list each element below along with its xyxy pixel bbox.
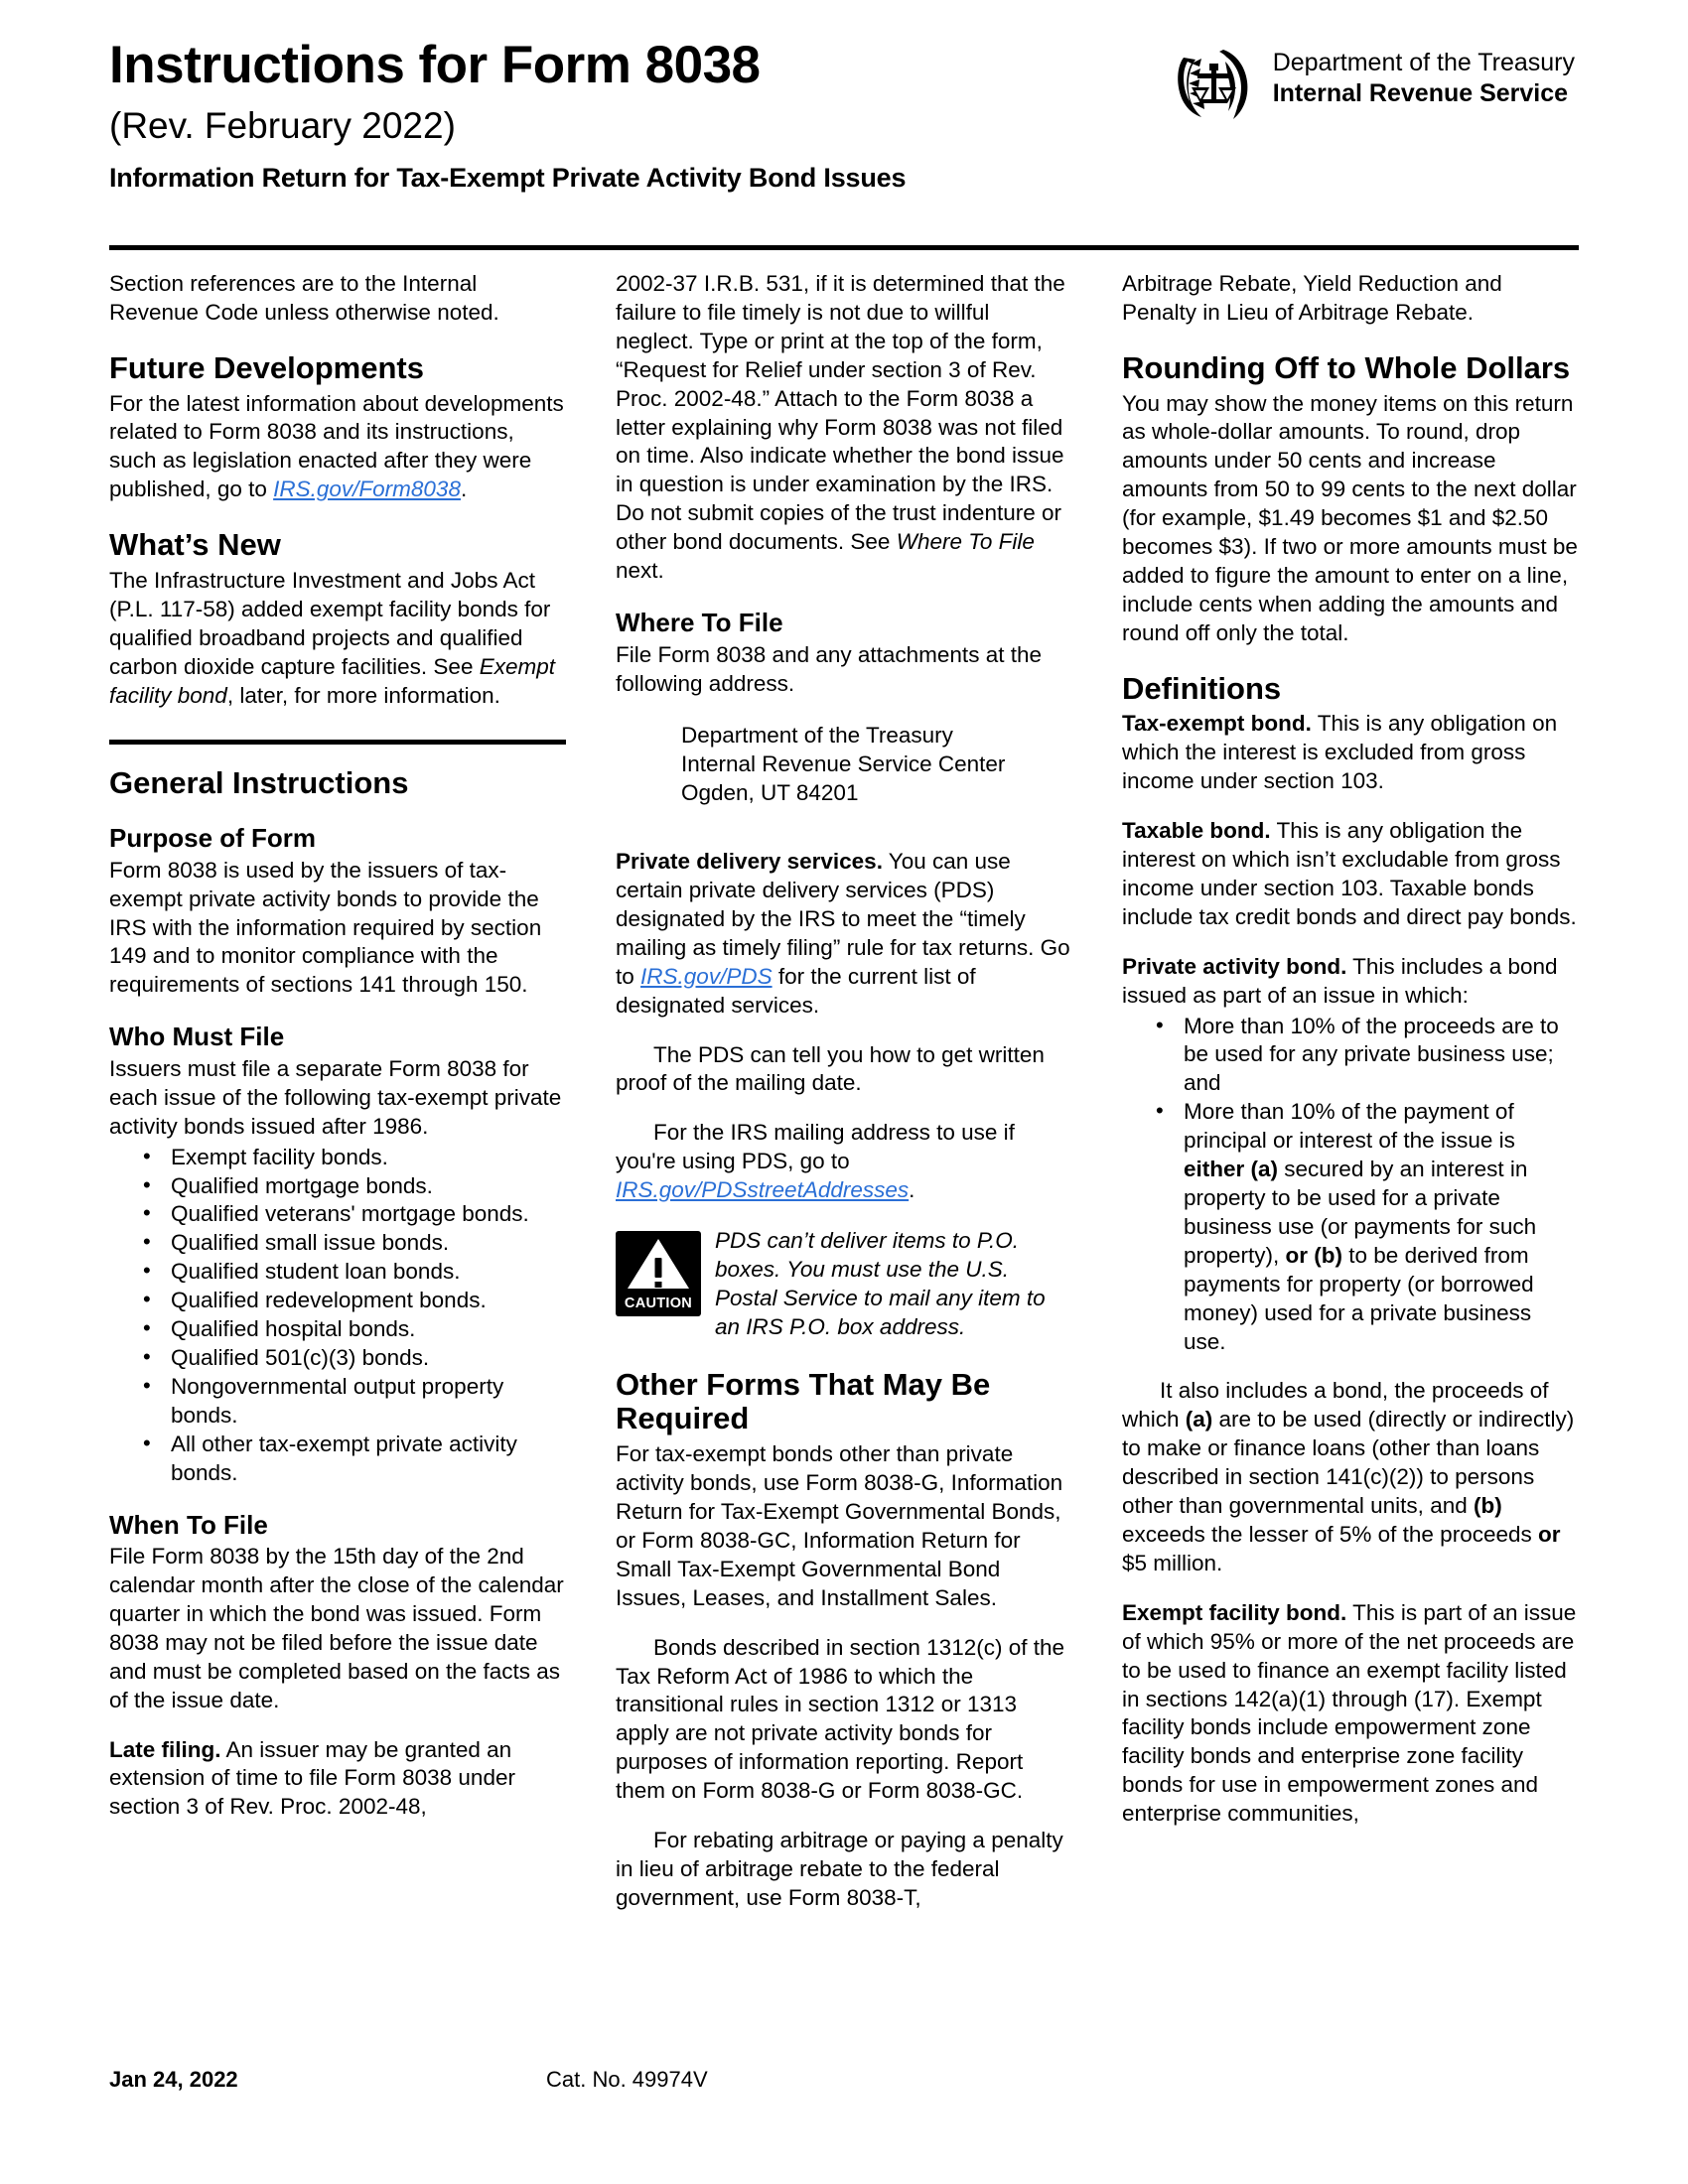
- whats-new-italic-ref: Exempt facility bond: [109, 653, 555, 708]
- where-to-file-intro: File Form 8038 and any attachments at the following address.: [616, 641, 1042, 696]
- taxable-bond-text: This is any obligation the interest on which isn’t excludable from gross income under section 103. Taxable bonds include tax credit bonds and direct pay bonds.: [1122, 818, 1577, 929]
- whats-new-part1: The Infrastructure Investment and Jobs Act (P.L. 117-58) added exempt facility bonds for qualified broadband projects and qualified carbon dioxide capture facilities. See: [109, 567, 551, 679]
- footer-date: Jan 24, 2022: [109, 2067, 238, 2092]
- list-item: • Qualified redevelopment bonds.: [141, 1287, 566, 1315]
- late-filing-label: Late filing.: [109, 1736, 221, 1762]
- document-footer: [109, 2067, 1579, 2093]
- pds-address-tail: .: [909, 1177, 915, 1203]
- private-delivery-paragraph: [616, 848, 1072, 1020]
- late-filing-continued: [616, 270, 1072, 586]
- private-delivery-lead: You can use certain private delivery services (PDS) designated by the IRS to meet the “timely mailing as timely filing” rule for tax returns. Go to: [616, 849, 1070, 989]
- definition-taxable-bond: [1122, 817, 1579, 932]
- private-activity-bond-text: This includes a bond issued as part of an issue in which:: [1122, 953, 1558, 1008]
- heading-where-to-file: Where To File: [616, 607, 783, 637]
- heading-other-forms: Other Forms That May Be Required: [616, 1366, 991, 1436]
- bullet2-part3: to be derived from payments for property (or borrowed money) used for a private business use.: [1184, 1242, 1534, 1354]
- definition-private-activity-bond: [1122, 953, 1579, 1011]
- caution-icon-label: CAUTION: [624, 1296, 693, 1312]
- pds-address-paragraph: [616, 1119, 1072, 1205]
- bullet2-part1: More than 10% of the payment of principal or interest of the issue is: [1184, 1099, 1515, 1154]
- irs-seal-icon: [1172, 42, 1257, 132]
- general-instructions-divider: [109, 740, 566, 745]
- caution-exclamation-bar: [655, 1258, 662, 1278]
- purpose-of-form-text: Form 8038 is used by the issuers of tax-exempt private activity bonds to provide the IRS with the information required by section 149 and to monitor compliance with the requirements of sections 141 through 150.: [109, 857, 542, 998]
- pds-address-lead: For the IRS mailing address to use if you're using PDS, go to: [616, 1120, 1015, 1174]
- late-filing-text: An issuer may be granted an extension of time to file Form 8038 under section 3 of Rev. Proc. 2002-48,: [109, 1736, 515, 1820]
- form-8038t-continued: Arbitrage Rebate, Yield Reduction and Penalty in Lieu of Arbitrage Rebate.: [1122, 271, 1502, 325]
- list-item: • More than 10% of the proceeds are to be used for any private business use; and: [1154, 1013, 1579, 1099]
- caution-exclamation-dot: [655, 1282, 662, 1288]
- definition-tax-exempt-bond: [1122, 710, 1579, 796]
- private-activity-bond-bullets: [1122, 1013, 1579, 1357]
- future-developments-tail: .: [460, 477, 468, 502]
- also-includes-bold-b: (b): [1473, 1493, 1502, 1519]
- caution-text: PDS can’t deliver items to P.O. boxes. You must use the U.S. Postal Service to mail any item to an IRS P.O. box address.: [715, 1228, 1046, 1339]
- document-subtitle: Information Return for Tax-Exempt Private Activity Bond Issues: [109, 162, 907, 193]
- other-forms-paragraph-1: For tax-exempt bonds other than private activity bonds, use Form 8038-G, Information Return for Tax-Exempt Governmental Bonds, or Form 8038-GC, Information Return for Small Tax-Exempt Governmental Bond Issues, Leases, and Installment Sales.: [616, 1441, 1063, 1610]
- also-includes-bold-a: (a): [1185, 1407, 1213, 1433]
- header-divider: [109, 245, 1579, 250]
- list-item: • Nongovernmental output property bonds.: [141, 1373, 566, 1431]
- taxable-bond-label: Taxable bond.: [1122, 818, 1271, 844]
- also-includes-bold-or: or: [1538, 1521, 1561, 1547]
- who-must-file-bullet-list: [109, 1144, 566, 1488]
- irs-pds-street-addresses-link[interactable]: IRS.gov/PDSstreetAddresses: [616, 1177, 910, 1203]
- also-includes-part1: It also includes a bond, the proceeds of which: [1122, 1378, 1549, 1433]
- heading-general-instructions: General Instructions: [109, 765, 409, 801]
- list-item: [1154, 1098, 1579, 1356]
- revision-date: (Rev. February 2022): [109, 105, 456, 147]
- filing-address-block: [616, 722, 1072, 808]
- caution-callout: [616, 1227, 1072, 1342]
- other-forms-paragraph-3: For rebating arbitrage or paying a penalty in lieu of arbitrage rebate to the federal government, use Form 8038-T,: [616, 1828, 1063, 1910]
- heading-definitions: Definitions: [1122, 670, 1282, 706]
- irs-form8038-link[interactable]: IRS.gov/Form8038: [273, 477, 461, 502]
- column-one: [109, 270, 566, 2047]
- heading-rounding: Rounding Off to Whole Dollars: [1122, 349, 1571, 385]
- footer-catalog-number: Cat. No. 49974V: [546, 2067, 708, 2092]
- definition-exempt-facility-bond: [1122, 1599, 1579, 1829]
- other-forms-paragraph-2: Bonds described in section 1312(c) of the Tax Reform Act of 1986 to which the transitional rules in section 1312 or 1313 apply are not private activity bonds for purposes of information reporting. Report them on Form 8038-G or Form 8038-GC.: [616, 1634, 1064, 1804]
- late-filing-continued-text: 2002-37 I.R.B. 531, if it is determined that the failure to file timely is not due to willful neglect. Type or print at the top of the form, “Request for Relief under section 3 of Rev. Proc. 2002-48.” Attach to the Form 8038 a letter explaining why Form 8038 was not filed on time. Also indicate whether the bond issue in question is under examination by the IRS. Do not submit copies of the trust indenture or other bond documents. See: [616, 271, 1065, 555]
- also-includes-part3: exceeds the lesser of 5% of the proceeds: [1122, 1521, 1538, 1547]
- also-includes-part2: are to be used (directly or indirectly) to make or finance loans (other than loans described in section 141(c)(2)) to persons other than governmental units, and: [1122, 1407, 1575, 1519]
- column-two: [616, 270, 1072, 2047]
- agency-block: [1172, 42, 1575, 132]
- rounding-text: You may show the money items on this return as whole-dollar amounts. To round, drop amounts under 50 cents and increase amounts from 50 to 99 cents to the next dollar (for example, $1.49 becomes $1 and $2.50 becomes $3). If two or more amounts must be added to figure the amount to enter on a line, include cents when adding the amounts and round off only the total.: [1122, 390, 1578, 645]
- three-column-body: [109, 270, 1579, 2047]
- late-filing-paragraph: [109, 1736, 566, 1823]
- future-developments-lead: For the latest information about developments related to Form 8038 and its instructions, such as legislation enacted after they were published, go to: [109, 390, 564, 502]
- list-item: • Qualified hospital bonds.: [141, 1315, 566, 1344]
- agency-name: Internal Revenue Service: [1272, 78, 1569, 107]
- exempt-facility-bond-text: This is part of an issue of which 95% or more of the net proceeds are to be used to finance an exempt facility listed in sections 142(a)(1) through (17). Exempt facility bonds include empowerment zone facility bonds and enterprise zone facility bonds for use in empowerment zones and enterprise communities,: [1122, 1599, 1577, 1827]
- tax-exempt-bond-text: This is any obligation on which the interest is excluded from gross income under section 103.: [1122, 711, 1558, 794]
- future-developments-text: [109, 390, 566, 505]
- when-to-file-text: File Form 8038 by the 15th day of the 2nd calendar month after the close of the calendar quarter in which the bond was issued. Form 8038 may not be filed before the issue date and must be completed based on the facts as of the issue date.: [109, 1544, 564, 1712]
- tax-exempt-bond-label: Tax-exempt bond.: [1122, 711, 1312, 737]
- section-reference-note: Section references are to the Internal Revenue Code unless otherwise noted.: [109, 271, 499, 325]
- page-title: Instructions for Form 8038: [109, 36, 761, 94]
- bullet2-bold-or-b: or (b): [1285, 1242, 1343, 1268]
- list-item: • Exempt facility bonds.: [141, 1144, 566, 1172]
- address-line: Department of the Treasury: [681, 723, 953, 749]
- list-item: • Qualified veterans' mortgage bonds.: [141, 1200, 566, 1229]
- title-block: [109, 38, 761, 147]
- list-item: • Qualified 501(c)(3) bonds.: [141, 1344, 566, 1373]
- also-includes-paragraph: [1122, 1377, 1579, 1577]
- address-line: Ogden, UT 84201: [681, 780, 859, 806]
- caution-icon: [616, 1231, 701, 1316]
- bullet2-part2: secured by an interest in property to be used for a private business use (or payments for such property),: [1184, 1157, 1537, 1268]
- whats-new-text: [109, 567, 566, 711]
- exempt-facility-bond-label: Exempt facility bond.: [1122, 1599, 1347, 1625]
- who-must-file-intro: Issuers must file a separate Form 8038 for each issue of the following tax-exempt private activity bonds issued after 1986.: [109, 1055, 562, 1139]
- heading-when-to-file: When To File: [109, 1509, 268, 1540]
- agency-department: Department of the Treasury: [1272, 49, 1575, 76]
- list-item: • Qualified small issue bonds.: [141, 1229, 566, 1258]
- irs-pds-link[interactable]: IRS.gov/PDS: [640, 963, 773, 989]
- also-includes-part4: $5 million.: [1122, 1550, 1223, 1575]
- pds-proof-paragraph: The PDS can tell you how to get written proof of the mailing date.: [616, 1041, 1045, 1096]
- private-delivery-label: Private delivery services.: [616, 849, 883, 875]
- list-item: • All other tax-exempt private activity bonds.: [141, 1431, 566, 1488]
- bullet2-bold-either-a: either (a): [1184, 1157, 1279, 1182]
- list-item: • Qualified student loan bonds.: [141, 1258, 566, 1287]
- heading-who-must-file: Who Must File: [109, 1022, 285, 1052]
- late-filing-continued-tail: next.: [616, 558, 664, 584]
- whats-new-part2: , later, for more information.: [226, 682, 500, 708]
- address-line: Internal Revenue Service Center: [681, 751, 1006, 777]
- heading-future-developments: Future Developments: [109, 349, 424, 385]
- private-activity-bond-label: Private activity bond.: [1122, 953, 1347, 979]
- document-header: [109, 38, 1579, 194]
- where-to-file-italic-ref: Where To File: [896, 529, 1035, 555]
- heading-whats-new: What’s New: [109, 527, 281, 563]
- agency-text: [1273, 42, 1575, 108]
- list-item: • Qualified mortgage bonds.: [141, 1172, 566, 1201]
- private-delivery-tail: for the current list of designated services.: [616, 963, 976, 1018]
- heading-purpose-of-form: Purpose of Form: [109, 823, 317, 854]
- column-three: [1122, 270, 1579, 2047]
